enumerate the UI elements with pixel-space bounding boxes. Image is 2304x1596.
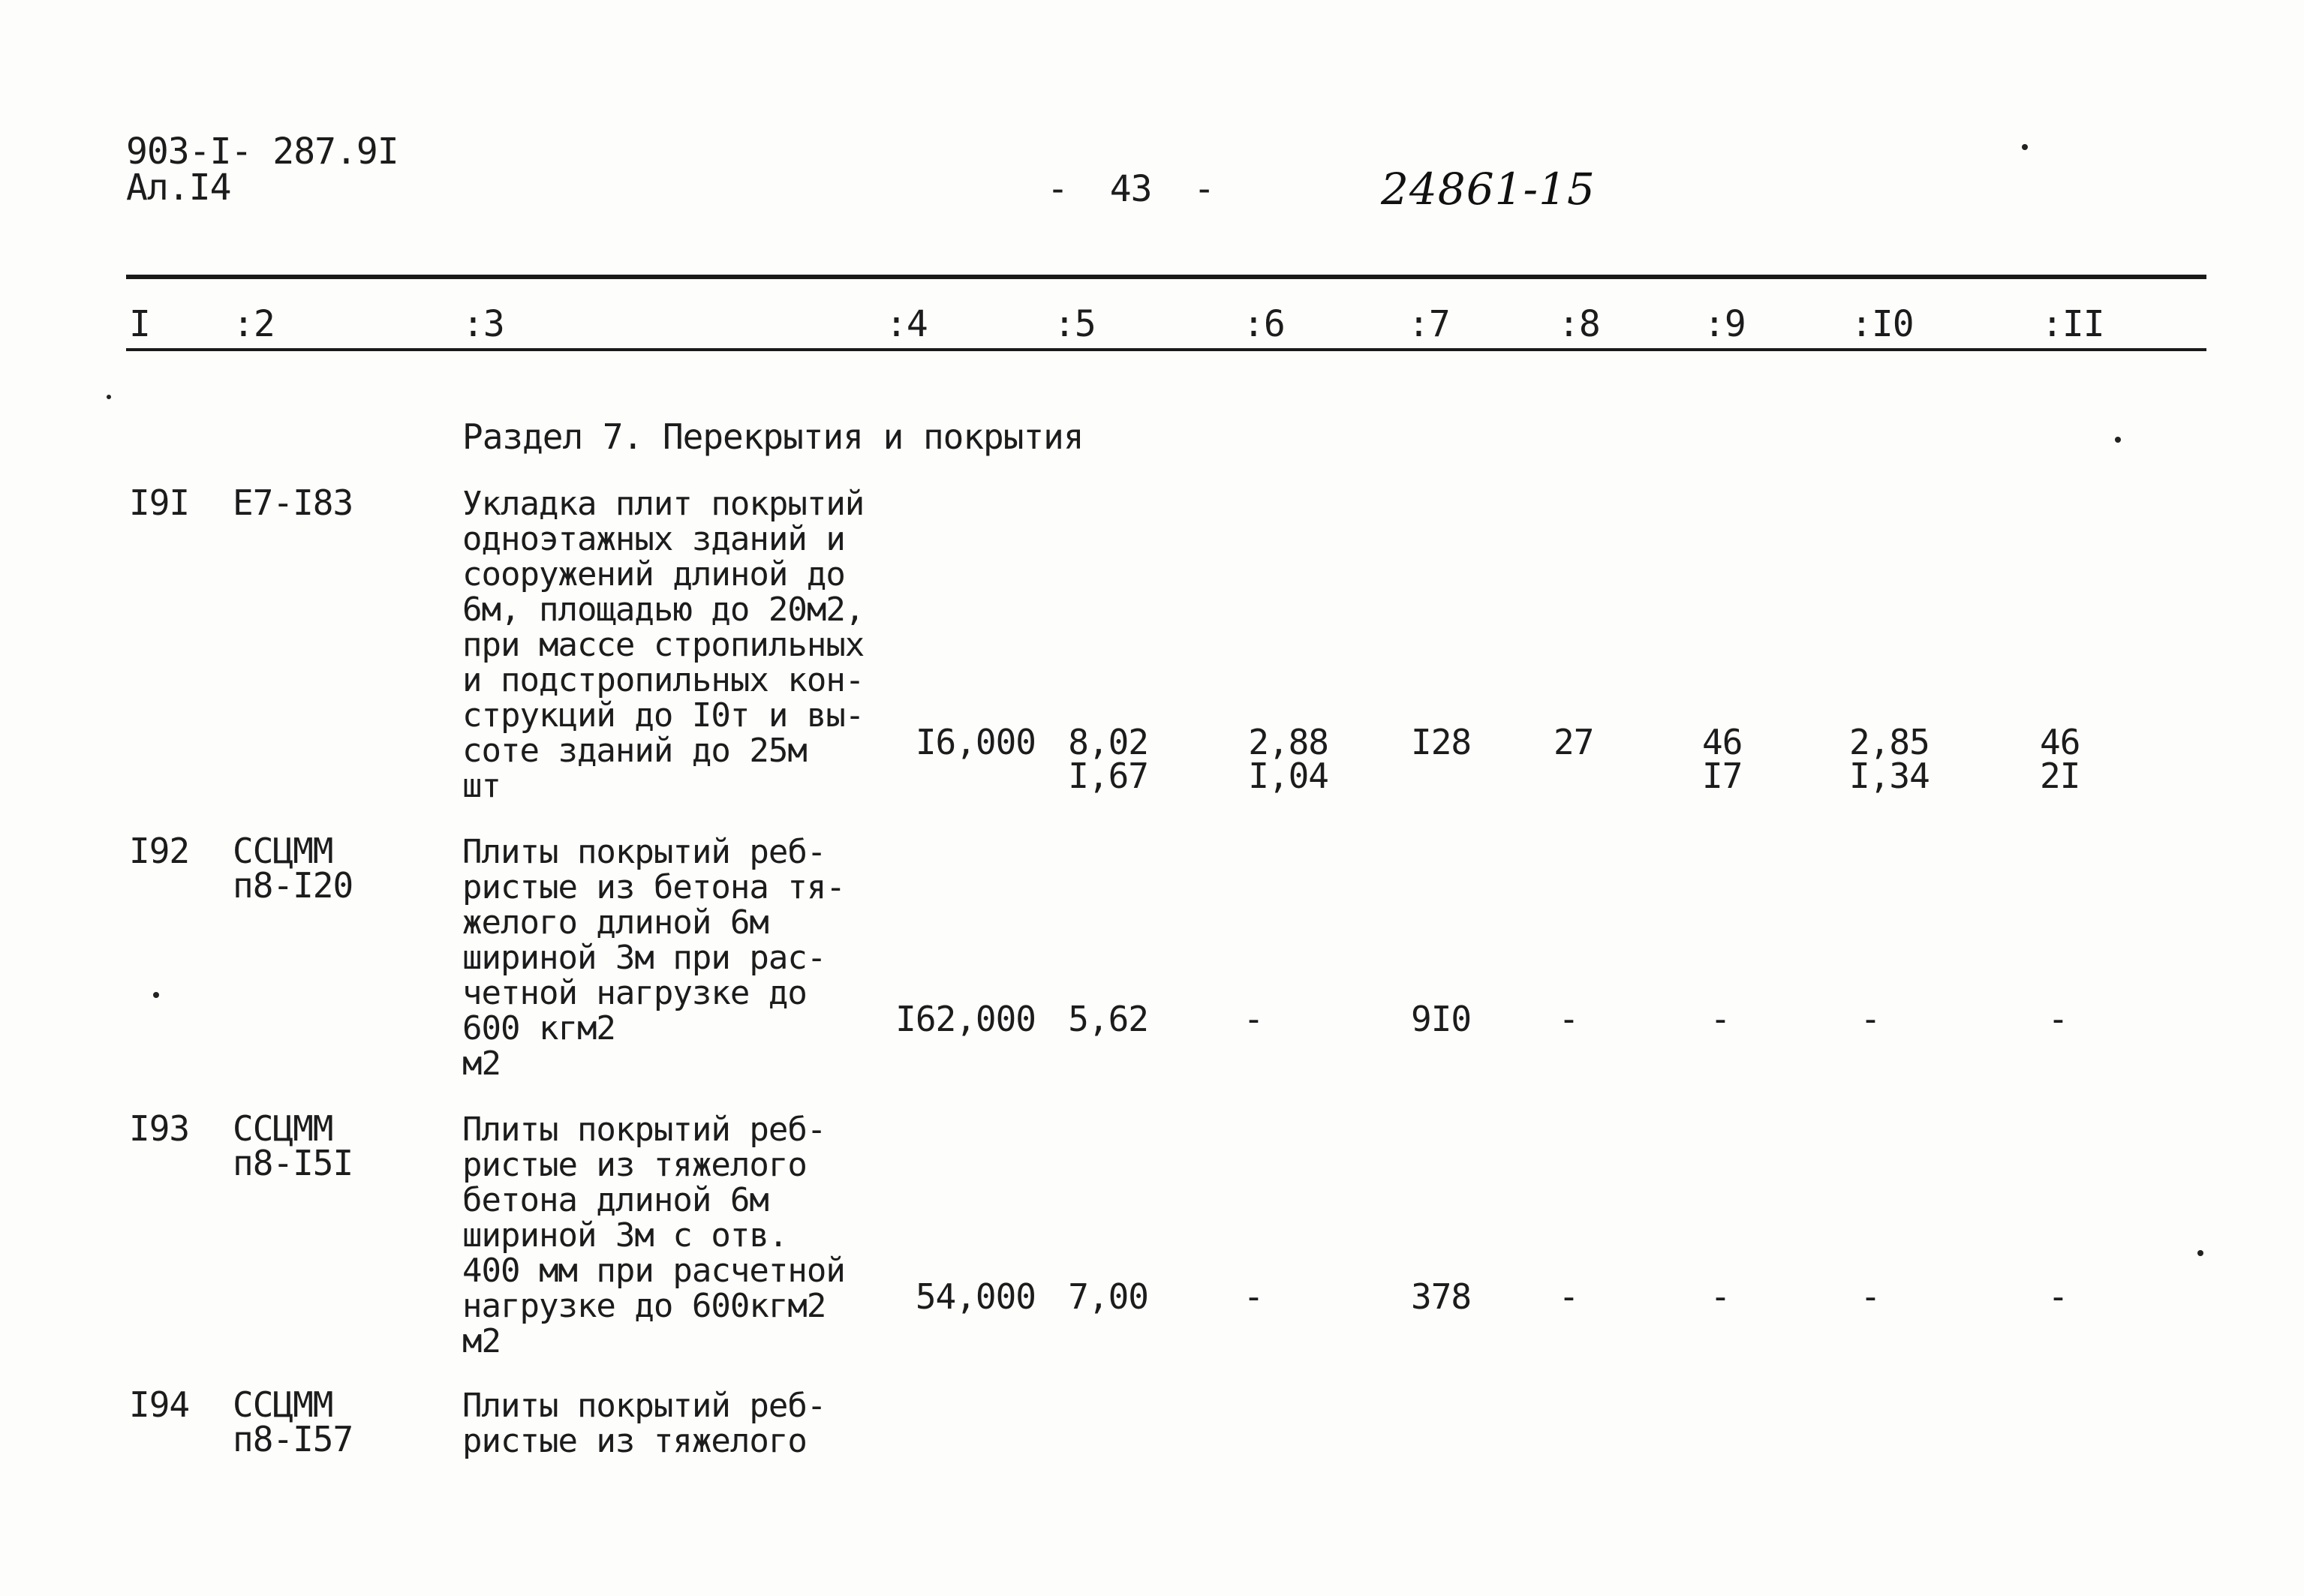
col6-value: - [1243,999,1264,1039]
section-title: Раздел 7. Перекрытия и покрытия [462,416,1084,457]
description-line: 400 мм при расчетной [462,1252,845,1290]
col-header: :4 [886,303,928,345]
col-header: :3 [462,303,504,345]
col-header: :9 [1704,303,1746,345]
col5-value: I,67 [1068,756,1148,796]
col4-value: I6,000 [915,722,1036,762]
col5-value: 7,00 [1068,1276,1148,1317]
header-rule-bottom [126,348,2206,351]
page-number: - 43 - [1047,168,1215,210]
col9-value: - [1710,1276,1731,1317]
col10-value: I,34 [1849,756,1930,796]
description-line: шириной 3м при рас- [462,939,826,977]
scan-speck [153,992,159,998]
description-line: ристые из тяжелого [462,1422,807,1460]
description-line: шириной 3м с отв. [462,1216,788,1255]
description-line: желого длиной 6м [462,903,769,942]
col9-value: I7 [1702,756,1743,796]
description-line: Плиты покрытий реб- [462,1111,826,1149]
col6-value: I,04 [1248,756,1328,796]
col4-value: I62,000 [895,999,1036,1039]
col8-value: - [1558,1276,1579,1317]
col-header: I [129,303,150,345]
col-header: :I0 [1851,303,1914,345]
doc-code: 903-I- 287.9I [126,131,399,173]
norm-code: п8-I57 [233,1419,353,1459]
description-line: ристые из бетона тя- [462,868,845,906]
col-header: :2 [233,303,275,345]
col11-value: 2I [2040,756,2080,796]
description-line: м2 [462,1322,501,1360]
norm-code: ССЦММ [233,1108,333,1149]
col6-value: - [1243,1276,1264,1317]
col10-value: 2,85 [1849,722,1930,762]
col11-value: 46 [2040,722,2080,762]
col9-value: - [1710,999,1731,1039]
norm-code: ССЦММ [233,831,333,871]
description-line: бетона длиной 6м [462,1181,769,1219]
description-line: нагрузке до 600кгм2 [462,1287,826,1325]
description-line: шт [462,767,501,805]
description-line: четной нагрузке до [462,974,807,1012]
description-line: одноэтажных зданий и [462,520,845,558]
col-header: :7 [1408,303,1450,345]
sheet-label: Ал.I4 [126,167,231,209]
row-number: I92 [129,831,190,871]
description-line: ристые из тяжелого [462,1146,807,1184]
scan-speck [2022,144,2028,150]
description-line: струкций до I0т и вы- [462,696,865,735]
col7-value: 378 [1411,1276,1472,1317]
norm-code: п8-I5I [233,1143,353,1183]
col-header: :8 [1558,303,1600,345]
header-rule-top [126,275,2206,279]
description-line: м2 [462,1044,501,1083]
description-line: соте зданий до 25м [462,732,807,770]
description-line: Плиты покрытий реб- [462,833,826,871]
norm-code: E7-I83 [233,482,353,523]
col-header: :6 [1243,303,1285,345]
scan-speck [107,395,111,399]
handwritten-number: 24861-15 [1381,164,1596,215]
col5-value: 8,02 [1068,722,1148,762]
col10-value: - [1860,999,1881,1039]
col7-value: I28 [1411,722,1472,762]
col5-value: 5,62 [1068,999,1148,1039]
col6-value: 2,88 [1248,722,1328,762]
description-line: сооружений длиной до [462,555,845,594]
norm-code: ССЦММ [233,1384,333,1425]
description-line: и подстропильных кон- [462,661,865,699]
description-line: Плиты покрытий реб- [462,1387,826,1425]
col11-value: - [2047,999,2068,1039]
description-line: при массе стропильных [462,626,865,664]
scan-speck [2197,1250,2203,1256]
scan-speck [2115,437,2121,443]
row-number: I9I [129,482,190,523]
description-line: Укладка плит покрытий [462,485,865,523]
description-line: 6м, площадью до 20м2, [462,591,865,629]
norm-code: п8-I20 [233,865,353,906]
col10-value: - [1860,1276,1881,1317]
col11-value: - [2047,1276,2068,1317]
col8-value: - [1558,999,1579,1039]
col8-value: 27 [1554,722,1594,762]
col-header: :5 [1054,303,1096,345]
col7-value: 9I0 [1411,999,1472,1039]
col4-value: 54,000 [915,1276,1036,1317]
row-number: I94 [129,1384,190,1425]
col9-value: 46 [1702,722,1743,762]
row-number: I93 [129,1108,190,1149]
col-header: :II [2041,303,2104,345]
description-line: 600 кгм2 [462,1009,615,1047]
